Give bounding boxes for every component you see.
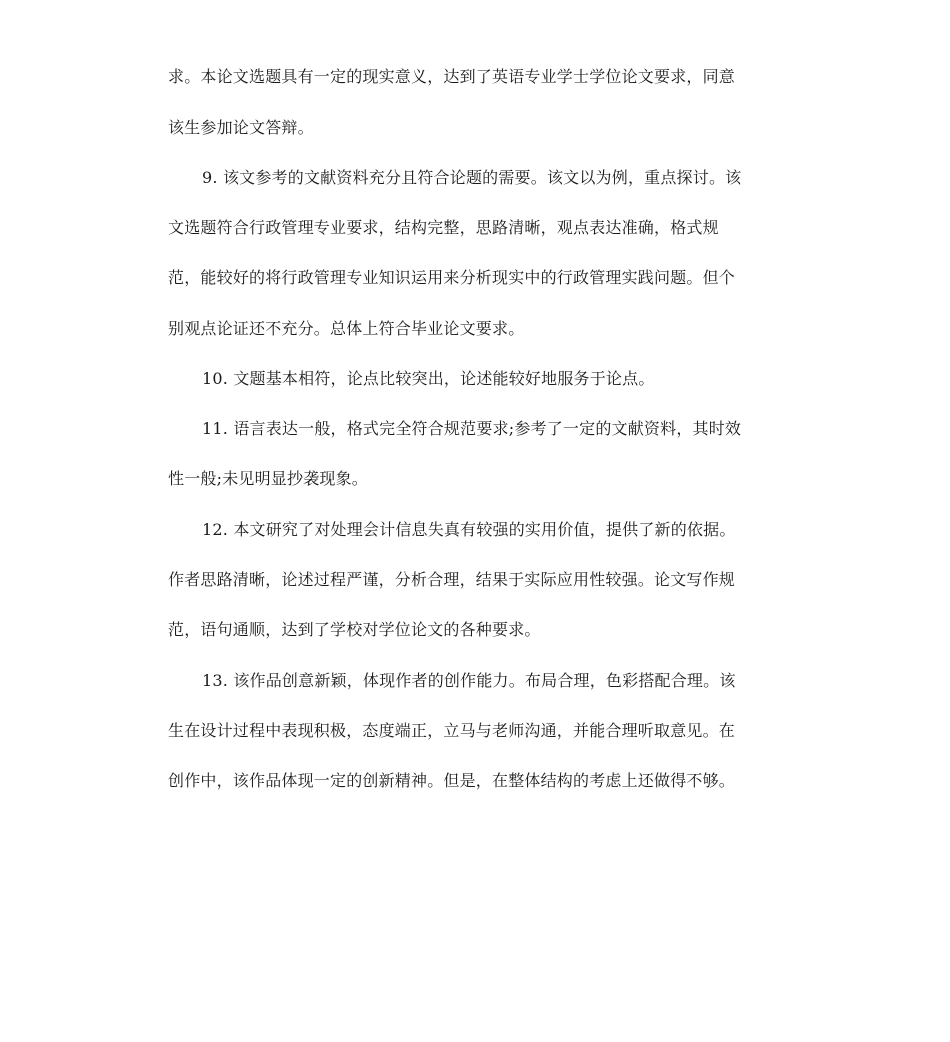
text-line: 性一般;未见明显抄袭现象。 — [168, 469, 368, 488]
text-line: 9. 该文参考的文献资料充分且符合论题的需要。该文以为例，重点探讨。该 — [202, 168, 742, 187]
text-line: 创作中，该作品体现一定的创新精神。但是，在整体结构的考虑上还做得不够。 — [168, 771, 736, 790]
text-line: 12. 本文研究了对处理会计信息失真有较强的实用价值，提供了新的依据。 — [202, 520, 736, 539]
text-line: 13. 该作品创意新颖，体现作者的创作能力。布局合理，色彩搭配合理。该 — [202, 671, 736, 690]
text-line: 10. 文题基本相符，论点比较突出，论述能较好地服务于论点。 — [202, 369, 655, 388]
text-line: 生在设计过程中表现积极，态度端正，立马与老师沟通，并能合理听取意见。在 — [168, 721, 736, 740]
text-line: 作者思路清晰，论述过程严谨，分析合理，结果于实际应用性较强。论文写作规 — [168, 570, 736, 589]
text-line: 范，语句通顺，达到了学校对学位论文的各种要求。 — [168, 620, 541, 639]
text-line: 求。本论文选题具有一定的现实意义，达到了英语专业学士学位论文要求，同意 — [168, 67, 736, 86]
text-line: 范，能较好的将行政管理专业知识运用来分析现实中的行政管理实践问题。但个 — [168, 268, 736, 287]
text-line: 11. 语言表达一般，格式完全符合规范要求;参考了一定的文献资料，其时效 — [202, 419, 742, 438]
text-line: 该生参加论文答辩。 — [168, 118, 314, 137]
text-line: 别观点论证还不充分。总体上符合毕业论文要求。 — [168, 319, 525, 338]
text-line: 文选题符合行政管理专业要求，结构完整，思路清晰，观点表达准确，格式规 — [168, 218, 719, 237]
